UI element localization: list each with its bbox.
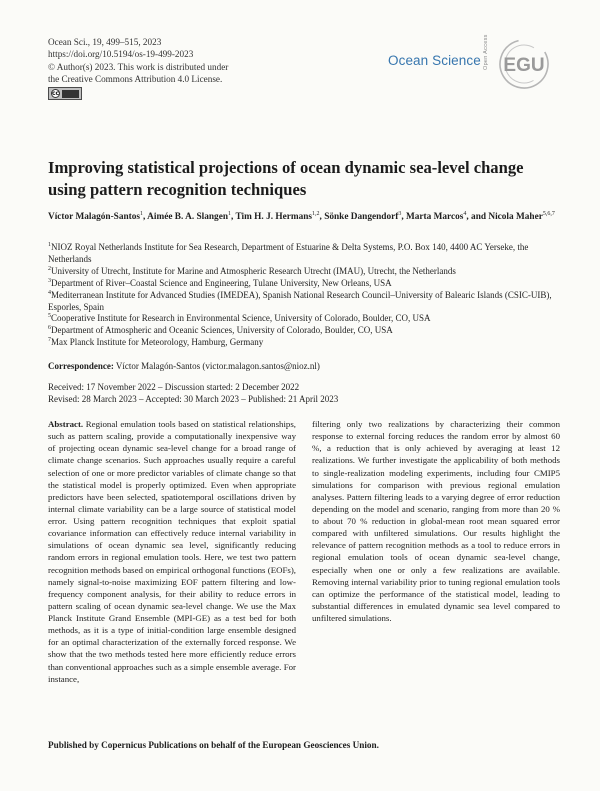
affiliation-text: Max Planck Institute for Meteorology, Hamburg, Germany (51, 337, 264, 348)
author-affiliation-mark: 4 (463, 210, 467, 217)
affiliation-number: 5 (48, 313, 51, 320)
affiliation-item (48, 290, 568, 314)
author-affiliation-mark: 1 (228, 210, 232, 217)
author-affiliation-mark: 1,2 (312, 210, 320, 217)
cc-by-bar-icon (62, 90, 79, 98)
author-affiliation-mark: 3 (398, 210, 402, 217)
affiliation-item (48, 242, 568, 266)
affiliation-text: Mediterranean Institute for Advanced Studies (IMEDEA), Spanish National Research Council–University of Balearic Islands (CSIC-UIB), Esporles, Spain (48, 289, 552, 312)
affiliation-number: 3 (48, 277, 51, 284)
abstract-column-right (312, 418, 560, 624)
affiliation-item (48, 266, 568, 278)
journal-name[interactable]: Ocean Science (388, 53, 481, 68)
copyright: © Author(s) 2023. This work is distributed under (48, 61, 229, 72)
affiliation-text: University of Utrecht, Institute for Marine and Atmospheric Research Utrecht (IMAU), Utrecht, the Netherlands (51, 265, 456, 276)
affiliation-number: 6 (48, 325, 51, 332)
license-text[interactable]: the Creative Commons Attribution 4.0 License. (48, 74, 223, 85)
egu-logo-icon[interactable] (493, 34, 555, 94)
author-name: Sönke Dangendorf (324, 212, 399, 222)
article-meta (48, 36, 228, 86)
affiliation-number: 2 (48, 265, 51, 272)
correspondence (48, 360, 320, 372)
history-dates (48, 381, 338, 405)
correspondence-contact[interactable]: Víctor Malagón-Santos (victor.malagon.santos@nioz.nl) (115, 361, 320, 371)
affiliation-text: Department of River–Coastal Science and Engineering, Tulane University, New Orleans, USA (51, 277, 392, 288)
abstract-text-right: filtering only two realizations by characterizing their common response to external forcing reduces the random error by almost 60 %, a reduction that is only achieved by averaging at least 12 realizations. We further investigate the applicability of both methods to single-realization modeling experiments, including four CMIP5 simulations for comparison with previous regional emulation analyses. Pattern filtering leads to a varying degree of error reduction depending on the model and scenario, ranging from more than 20 % to about 70 % reduction in global-mean root mean squared error compared with unfiltered simulations. Our results highlight the relevance of pattern recognition methods as a tool to reduce errors in regional emulation tools of ocean dynamic sea-level change, especially when one or only a few realizations are available. Removing internal variability prior to tuning regional emulation tools can optimize the performance of the statistical model, leading to substantial differences in emulated dynamic sea level compared to unfiltered simulations. (312, 419, 560, 623)
abstract-column-left (48, 418, 296, 685)
dates-line-2: Revised: 28 March 2023 – Accepted: 30 March 2023 – Published: 21 April 2023 (48, 394, 339, 405)
affiliation-text: Cooperative Institute for Research in Environmental Science, University of Colorado, Boulder, CO, USA (51, 313, 431, 324)
author-name: Marta Marcos (405, 212, 464, 222)
affiliation-number: 4 (48, 289, 51, 296)
open-access-label: Open Access (483, 34, 489, 70)
author-list: Víctor Malagón-Santos$^1$, Aimée B. A. Slangen$^1$, Tim H. J. Hermans$^{1,2}$, Sönke Dangendorf$^3$, Marta Marcos$^4$, and Nicola Maher$^{5,6,7}$ (48, 210, 555, 222)
affiliation-number: 1 (48, 242, 51, 248)
citation: Ocean Sci., 19, 499–515, 2023 (48, 37, 162, 47)
affiliation-item (48, 313, 568, 325)
author-name: Nicola Maher (488, 212, 543, 222)
affiliation-text: Department of Atmospheric and Oceanic Sciences, University of Colorado, Boulder, CO, USA (51, 325, 393, 336)
author-name: Aimée B. A. Slangen (147, 212, 229, 222)
abstract-label: Abstract. (48, 419, 84, 429)
dates-line-1: Received: 17 November 2022 – Discussion started: 2 December 2022 (48, 382, 300, 392)
publisher-footer: Published by Copernicus Publications on behalf of the European Geosciences Union. (48, 740, 379, 750)
cc-icon: cc (52, 90, 60, 97)
author-affiliation-mark: 5,6,7 (542, 210, 555, 217)
affiliation-number: 7 (48, 337, 51, 344)
affiliation-item (48, 325, 568, 337)
author-name: Víctor Malagón-Santos (48, 212, 141, 222)
affiliations (48, 242, 568, 349)
abstract-text-left: Regional emulation tools based on statistical relationships, such as pattern scaling, provide a computationally inexpensive way of projecting ocean dynamic sea-level change for a broad range of climate change scenarios. Such approaches usually require a careful selection of one or more predictor variables of climate change so that the statistical model is properly optimized. Even when appropriate predictors have been selected, spatiotemporal oscillations driven by internal climate variability can be a large source of statistical model error. Using pattern recognition techniques that exploit spatial covariance information can effectively reduce internal variability in simulations of ocean dynamic sea level, significantly reducing random errors in regional emulation tools. Here, we test two pattern recognition methods based on empirical orthogonal functions (EOFs), namely signal-to-noise maximizing EOF pattern filtering and low-frequency component analysis, for their ability to reduce errors in pattern scaling of ocean dynamic sea-level change. We use the Max Planck Institute Grand Ensemble (MPI-GE) as a test bed for both methods, as it is a type of initial-condition large ensemble designed for an optimal characterization of the externally forced response. We show that the two methods tested here more efficiently reduce errors than conventional approaches such as a simple ensemble average. For instance, (48, 419, 296, 684)
affiliation-text: NIOZ Royal Netherlands Institute for Sea Research, Department of Estuarine & Delta Systems, P.O. Box 140, 4400 AC Yerseke, the Netherlands (48, 242, 529, 264)
affiliation-item (48, 278, 568, 290)
doi-link[interactable]: https://doi.org/10.5194/os-19-499-2023 (48, 49, 194, 60)
affiliation-item (48, 337, 568, 349)
author-affiliation-mark: 1 (140, 210, 144, 217)
egu-logo-text: EGU (503, 55, 545, 76)
correspondence-label: Correspondence: (48, 361, 114, 371)
author-name: Tim H. J. Hermans (235, 212, 313, 222)
cc-by-license-icon[interactable] (48, 87, 82, 100)
paper-title: Improving statistical projections of ocean dynamic sea-level change using pattern recognition techniques (48, 158, 524, 199)
